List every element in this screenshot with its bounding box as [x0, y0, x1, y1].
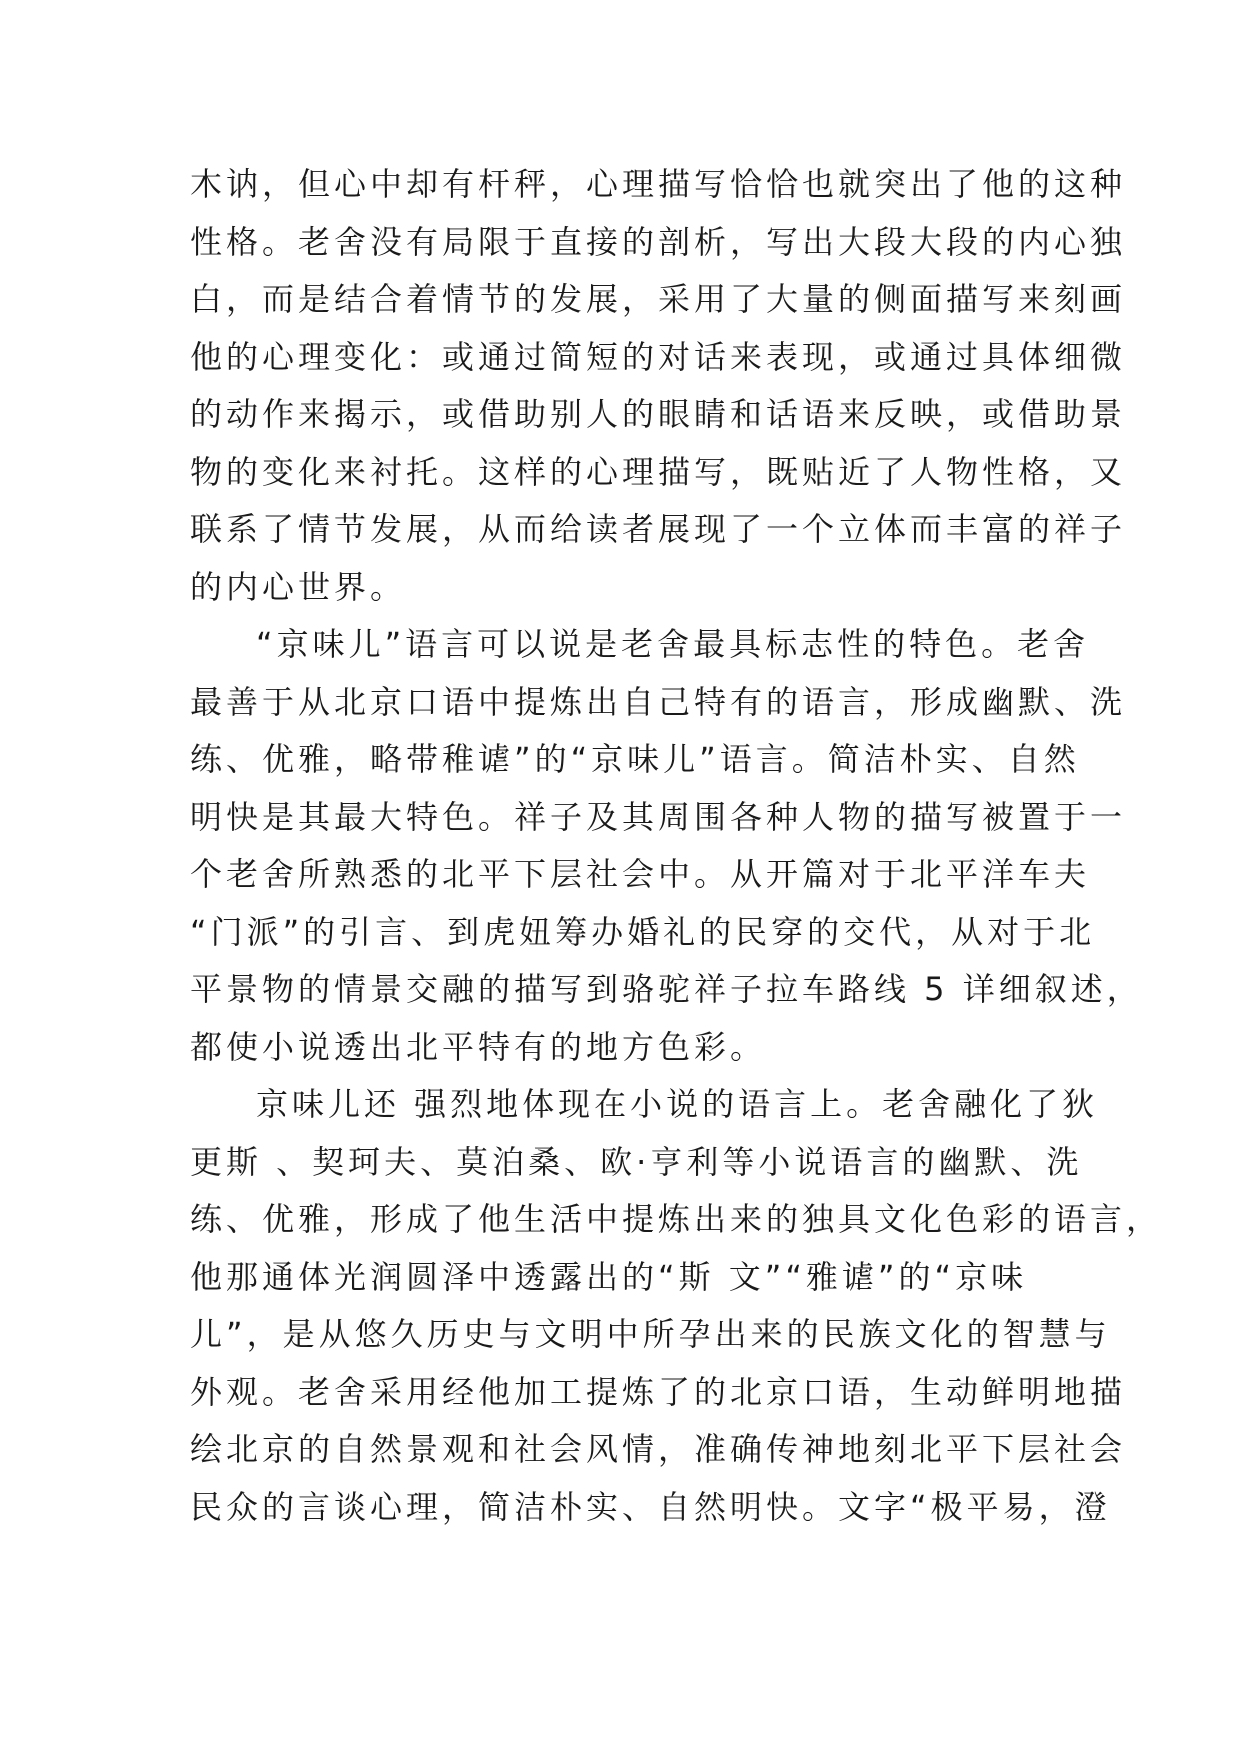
text-line: 木讷，但心中却有杆秤，心理描写恰恰也就突出了他的这种	[190, 165, 1127, 203]
text-line: 平景物的情景交融的描写到骆驼祥子拉车路线 5 详细叙述，	[190, 970, 1143, 1008]
text-line: 他的心理变化：或通过简短的对话来表现，或通过具体细微	[190, 337, 1127, 376]
text-line: 都使小说透出北平特有的地方色彩。	[190, 1027, 767, 1066]
text-line: 联系了情节发展，从而给读者展现了一个立体而丰富的祥子	[190, 510, 1127, 548]
text-line: “门派”的引言、到虎妞筹办婚礼的民穿的交代，从对于北	[190, 912, 1096, 951]
text-line: 白，而是结合着情节的发展，采用了大量的侧面描写来刻画	[190, 280, 1127, 318]
text-line: 外观。老舍采用经他加工提炼了的北京口语，生动鲜明地描	[190, 1372, 1127, 1411]
body-text	[190, 156, 1163, 1536]
text-line: 民众的言谈心理，简洁朴实、自然明快。文字“极平易，澄	[190, 1487, 1111, 1526]
text-line: 的动作来揭示，或借助别人的眼睛和话语来反映，或借助景	[190, 395, 1127, 433]
text-line: 个老舍所熟悉的北平下层社会中。从开篇对于北平洋车夫	[190, 855, 1091, 893]
text-line: 明快是其最大特色。祥子及其周围各种人物的描写被置于一	[190, 797, 1127, 836]
text-line: 练、优雅，略带稚谑”的“京味儿”语言。简洁朴实、自然	[190, 740, 1080, 778]
text-line: 的内心世界。	[190, 567, 407, 606]
text-line: 物的变化来衬托。这样的心理描写，既贴近了人物性格，又	[190, 452, 1127, 491]
text-line: 性格。老舍没有局限于直接的剖析，写出大段大段的内心独	[190, 222, 1127, 261]
text-line: 儿”，是从悠久历史与文明中所孕出来的民族文化的智慧与	[190, 1315, 1111, 1353]
text-line: 练、优雅，形成了他生活中提炼出来的独具文化色彩的语言，	[190, 1200, 1163, 1238]
text-line: 绘北京的自然景观和社会风情，准确传神地刻北平下层社会	[190, 1430, 1127, 1468]
text-line: 最善于从北京口语中提炼出自己特有的语言，形成幽默、洗	[190, 682, 1127, 721]
text-line: 他那通体光润圆泽中透露出的“斯 文”“雅谑”的“京味	[190, 1257, 1028, 1296]
text-line: 更斯 、契珂夫、莫泊桑、欧·亨利等小说语言的幽默、洗	[190, 1142, 1083, 1181]
text-line: 京味儿还 强烈地体现在小说的语言上。老舍融化了狄	[256, 1085, 1099, 1123]
text-line: “京味儿”语言可以说是老舍最具标志性的特色。老舍	[256, 625, 1090, 663]
